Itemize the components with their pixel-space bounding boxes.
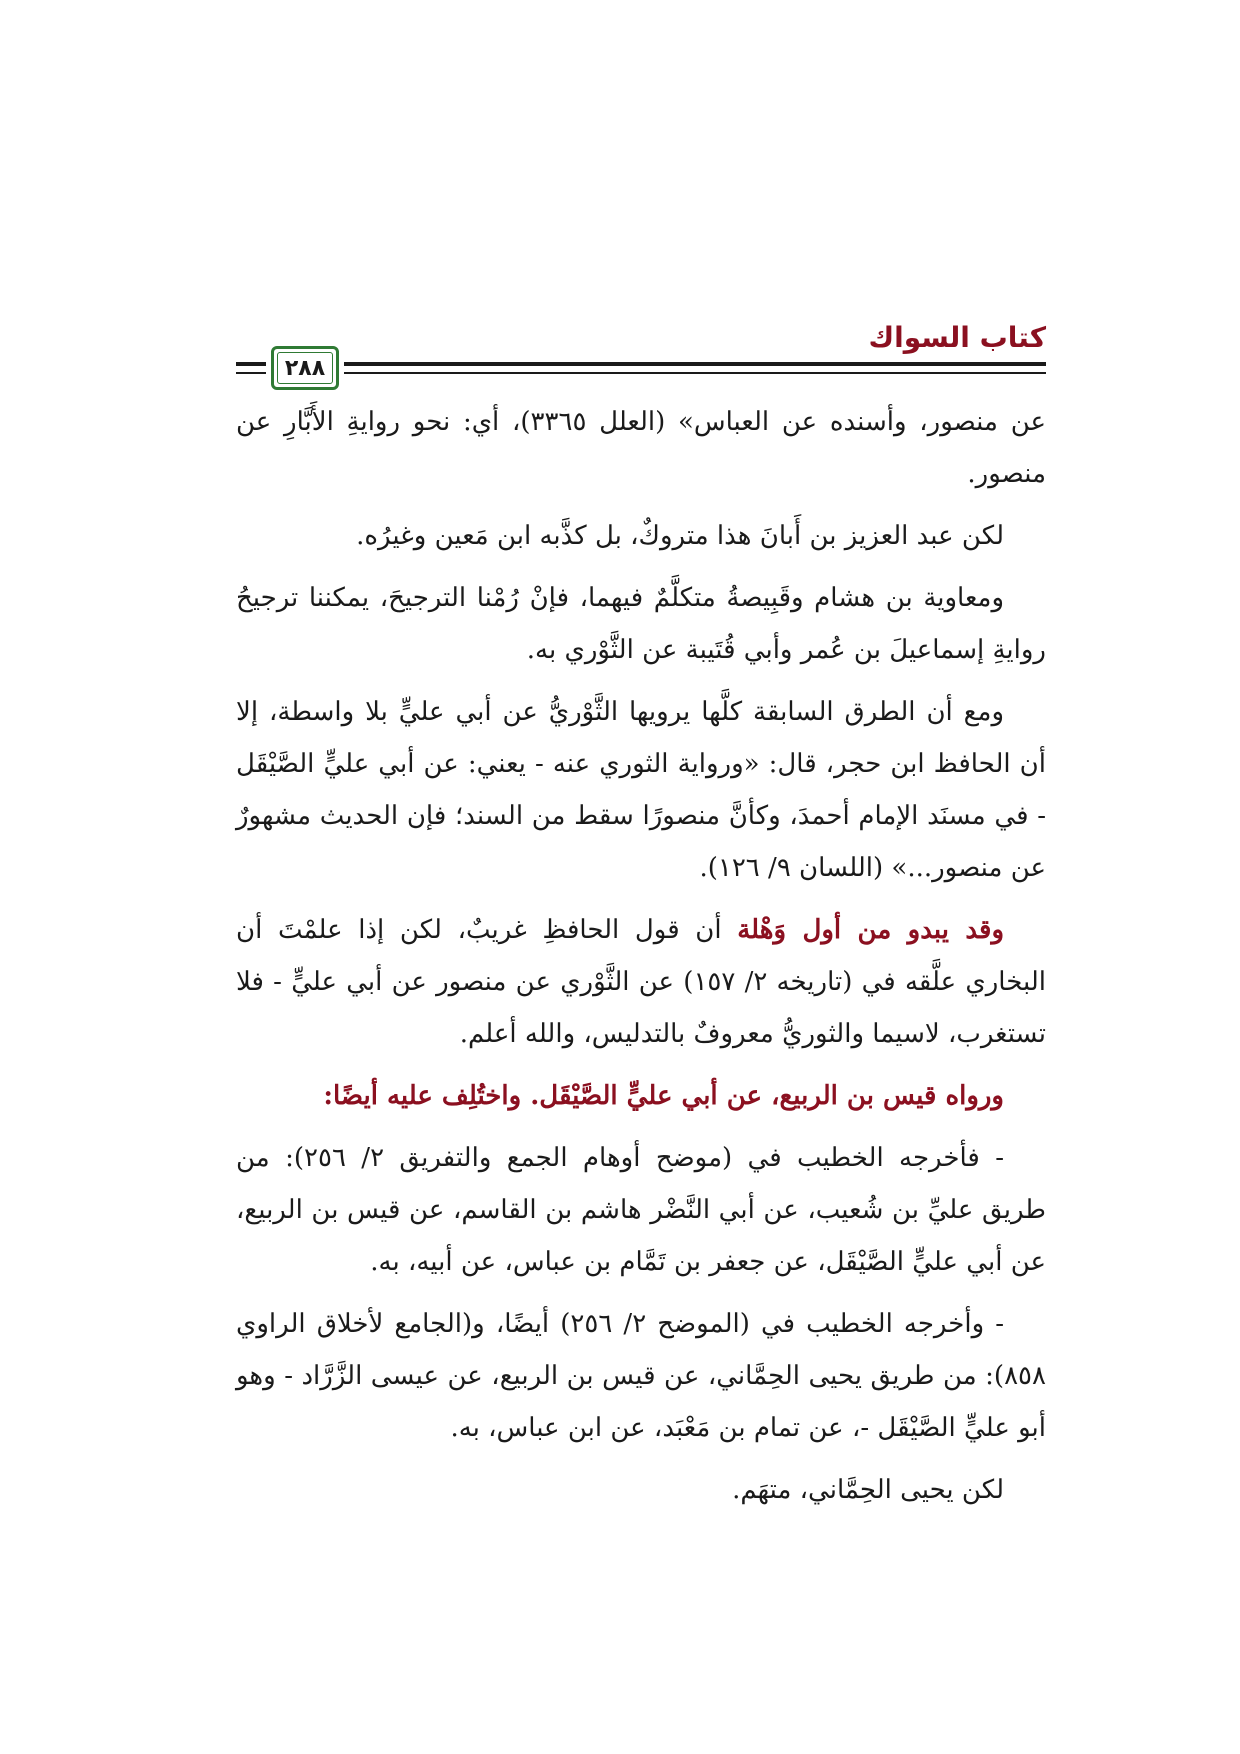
section-heading: ورواه قيس بن الربيع، عن أبي عليٍّ الصَّيْقَل. واختُلِف عليه أيضًا: — [323, 1081, 1004, 1111]
paragraph-1: عن منصور، وأسنده عن العباس» (العلل ٣٣٦٥)، أي: نحو روايةِ الأَبَّارِ عن منصور. — [236, 407, 1046, 489]
book-title: كتاب السواك — [868, 321, 1046, 354]
paragraph-5-text: أن قول الحافظِ غريبٌ، لكن إذا علمْتَ أن البخاري علَّقه في (تاريخه ٢/ ١٥٧) عن الثَّوْري عن منصور عن أبي عليٍّ - فلا تستغرب، لاسيما والثوريُّ معروفٌ بالتدليس، والله أعلم. — [236, 915, 1046, 1049]
highlighted-phrase: وقد يبدو من أول وَهْلة — [737, 915, 1005, 945]
paragraph-8: لكن يحيى الحِمَّاني، متهَم. — [732, 1475, 1004, 1505]
paragraph-5 — [236, 904, 1046, 1060]
header-rule-thin — [236, 372, 1046, 374]
paragraph-6: - فأخرجه الخطيب في (موضح أوهام الجمع والتفريق ٢/ ٢٥٦): من طريق عليِّ بن شُعيب، عن أبي النَّضْر هاشم بن القاسم، عن قيس بن الربيع، عن أبي عليٍّ الصَّيْقَل، عن جعفر بن تَمَّام بن عباس، عن أبيه، به. — [236, 1143, 1046, 1277]
page-number-badge — [271, 346, 339, 390]
paragraph-2: لكن عبد العزيز بن أَبانَ هذا متروكٌ، بل كذَّبه ابن مَعين وغيرُه. — [356, 521, 1004, 551]
paragraph-4: ومع أن الطرق السابقة كلَّها يرويها الثَّوْريُّ عن أبي عليٍّ بلا واسطة، إلا أن الحافظ ابن حجر، قال: «ورواية الثوري عنه - يعني: عن أبي عليٍّ الصَّيْقَل - في مسنَد الإمام أحمدَ، وكأنَّ منصورًا سقط من السند؛ فإن الحديث مشهورٌ عن منصور...» (اللسان ٩/ ١٢٦). — [236, 697, 1046, 883]
page-number: ٢٨٨ — [284, 355, 326, 381]
page-header — [236, 318, 1046, 398]
paragraph-7: - وأخرجه الخطيب في (الموضح ٢/ ٢٥٦) أيضًا، و(الجامع لأخلاق الراوي ٨٥٨): من طريق يحيى الحِمَّاني، عن قيس بن الربيع، عن عيسى الزَّرَّاد - وهو أبو عليٍّ الصَّيْقَل -، عن تمام بن مَعْبَد، عن ابن عباس، به. — [236, 1309, 1046, 1443]
paragraph-3: ومعاوية بن هشام وقَبِيصةُ متكلَّمٌ فيهما، فإنْ رُمْنا الترجيحَ، يمكننا ترجيحُ روايةِ إسماعيلَ بن عُمر وأبي قُتَيبة عن الثَّوْري به. — [236, 583, 1046, 665]
page-body — [236, 396, 1046, 1526]
header-rule-thick — [236, 362, 1046, 366]
